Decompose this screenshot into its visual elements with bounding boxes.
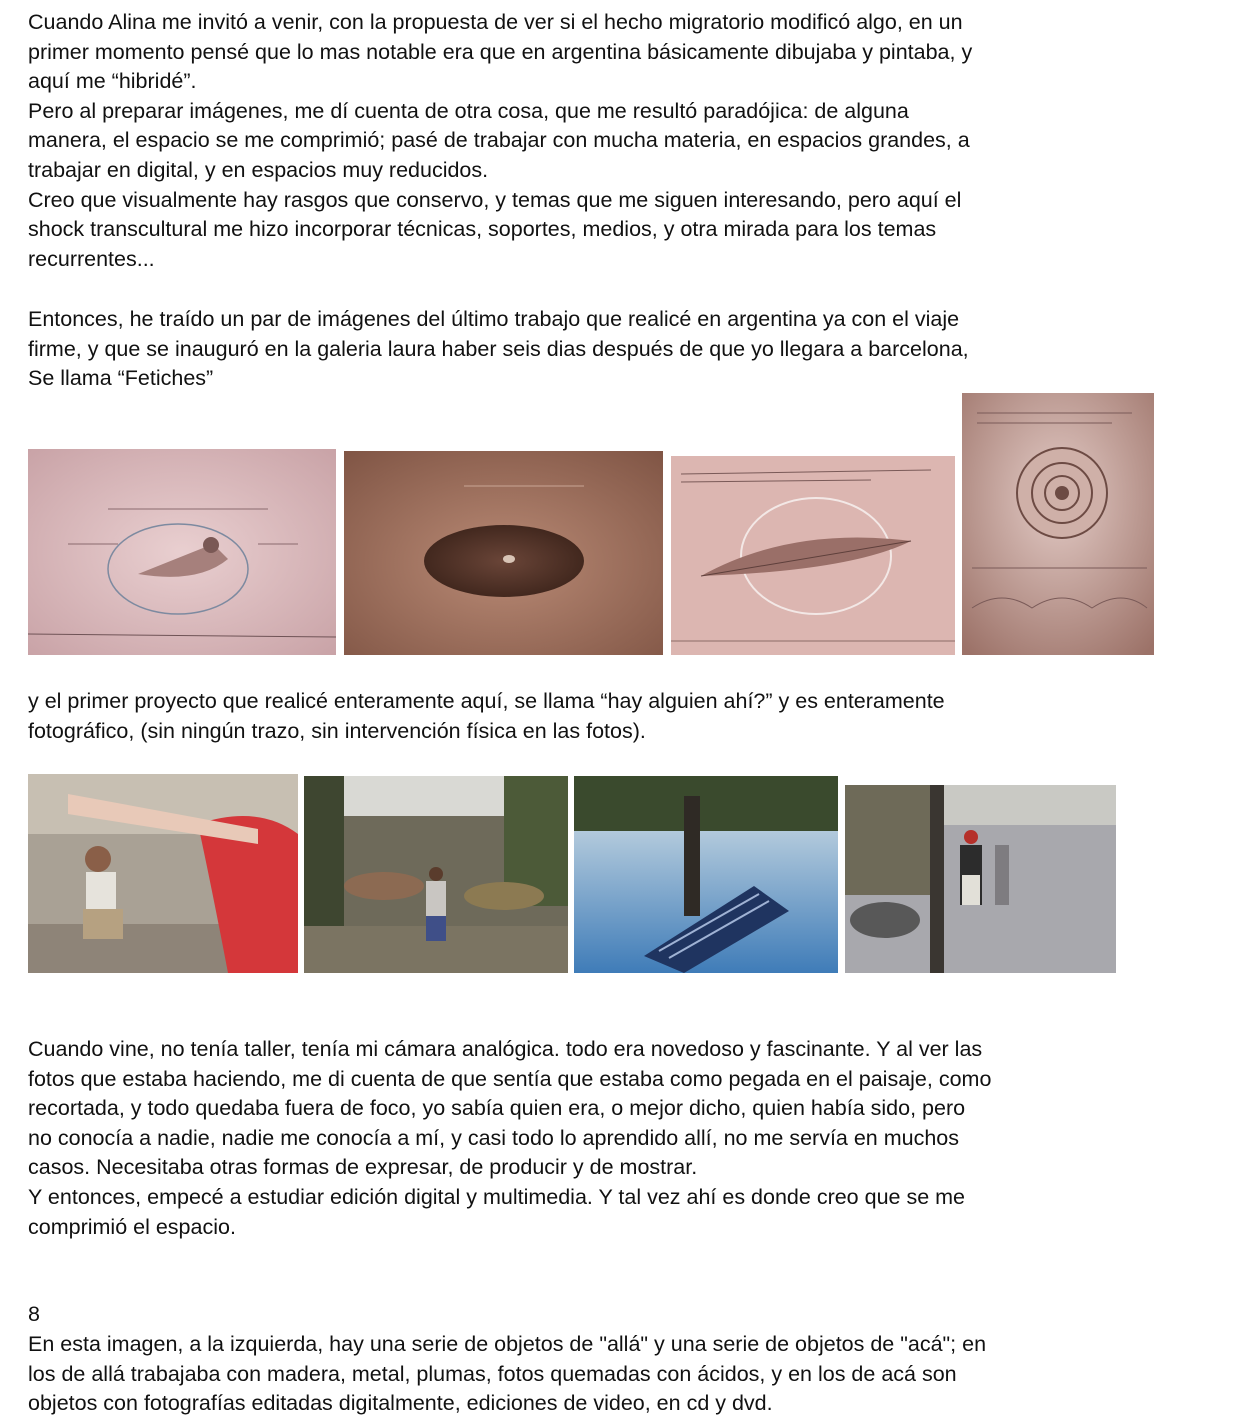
text-line: Cuando vine, no tenía taller, tenía mi cámara analógica. todo era novedoso y fascinante. Y al ver las [28,1037,983,1061]
fetiches-lips-image [344,451,663,655]
photo-square-pigeons-image [845,785,1116,973]
text-line: Y entonces, empecé a estudiar edición digital y multimedia. Y tal vez ahí es donde creo que se me [28,1184,966,1209]
objects-paragraph [28,1330,1218,1419]
fetiches-snail-shell-image [962,393,1154,655]
text-line: Pero al preparar imágenes, me dí cuenta de otra cosa, que me resultó paradójica: de alguna [28,98,909,123]
text-line: manera, el espacio se me comprimió; pasé de trabajar con mucha materia, en espacios grandes, a [28,128,970,153]
fetiches-shell-drawing-image [28,449,336,655]
text-line: comprimió el espacio. [28,1214,236,1239]
text-line: En esta imagen, a la izquierda, hay una serie de objetos de "allá" y una serie de objetos de "acá"; en [28,1332,987,1356]
text-line: fotográfico, (sin ningún trazo, sin intervención física en las fotos). [28,718,646,743]
photo-park-bench-image [574,776,838,973]
text-line: firme, y que se inauguró en la galeria laura haber seis dias después de que yo llegara a barcelona, [28,336,969,361]
slide-number: 8 [28,1302,40,1326]
text-line: no conocía a nadie, nadie me conocía a mí, y casi todo lo aprendido allí, no me servía en muchos [28,1125,960,1150]
text-line: objetos con fotografías editadas digitalmente, ediciones de video, en cd y dvd. [28,1391,773,1416]
text-line: Se llama “Fetiches” [28,366,214,391]
text-line: los de allá trabajaba con madera, metal, plumas, fotos quemadas con ácidos, y en los de acá son [28,1361,957,1386]
fetiches-feather-image [671,456,955,655]
text-line: aquí me “hibridé”. [28,69,197,94]
text-line: recurrentes... [28,246,155,271]
text-line: Cuando Alina me invitó a venir, con la propuesta de ver si el hecho migratorio modificó algo, en un [28,10,963,34]
fetiches-paragraph [28,305,1218,394]
intro-paragraph [28,8,1218,274]
photo-seated-child-image [28,774,298,973]
text-line: recortada, y todo quedaba fuera de foco, yo sabía quien era, o mejor dicho, quien había sido, pero [28,1096,966,1121]
project-paragraph [28,687,1218,746]
text-line: casos. Necesitaba otras formas de expresar, de producir y de mostrar. [28,1155,698,1180]
text-line: Entonces, he traído un par de imágenes del último trabajo que realicé en argentina ya con el viaje [28,307,960,331]
arrival-paragraph [28,1035,1218,1242]
text-line: Creo que visualmente hay rasgos que conservo, y temas que me siguen interesando, pero aquí el [28,187,962,212]
text-line: y el primer proyecto que realicé enteramente aquí, se llama “hay alguien ahí?” y es enteramente [28,689,945,713]
text-line: primer momento pensé que lo mas notable era que en argentina básicamente dibujaba y pintaba, y [28,39,973,64]
text-line: shock transcultural me hizo incorporar técnicas, soportes, medios, y otra mirada para los temas [28,217,937,242]
text-line: fotos que estaba haciendo, me di cuenta de que sentía que estaba como pegada en el paisaje, como [28,1066,992,1091]
text-line: trabajar en digital, y en espacios muy reducidos. [28,157,489,182]
photo-street-market-image [304,776,568,973]
